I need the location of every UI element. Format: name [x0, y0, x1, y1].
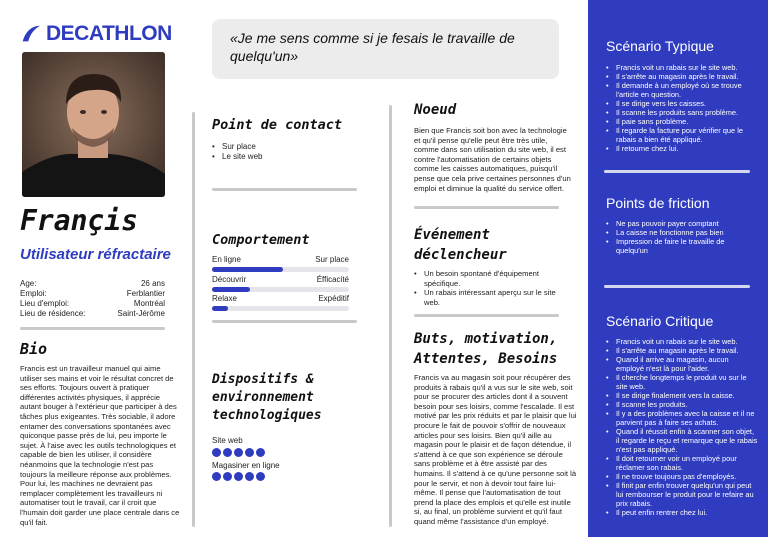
list-item: • Un rabais intéressant aperçu sur le site web. — [414, 288, 564, 307]
contact-title: Point de contact — [212, 117, 343, 133]
list-item: • Un besoin spontané d'équipement spécifique. — [414, 269, 564, 288]
column-divider — [389, 105, 392, 527]
scale-track — [212, 306, 349, 311]
typical-scenario-list — [606, 63, 758, 153]
friction-title: Points de friction — [606, 195, 710, 211]
rating-dot — [223, 472, 232, 481]
list-item: • Il scanne les produits. — [606, 400, 758, 409]
detail-workplace — [20, 299, 165, 309]
device-rating — [212, 472, 265, 481]
list-item: • Il doit retourner voir un employé pour réclamer son rabais. — [606, 454, 758, 472]
list-item: • Il scanne les produits sans problème. — [606, 108, 758, 117]
list-item: • Quand il réussit enfin à scanner son objet, il regarde le reçu et remarque que le rabais n'est pas appliqué. — [606, 427, 758, 454]
divider — [212, 320, 357, 323]
detail-age — [20, 279, 165, 289]
list-item: • Il ne trouve toujours pas d'employés. — [606, 472, 758, 481]
divider — [414, 206, 559, 209]
list-item: • Ne pas pouvoir payer comptant — [606, 219, 758, 228]
detail-value: Montréal — [133, 299, 165, 308]
list-item: • Francis voit un rabais sur le site web. — [606, 63, 758, 72]
rating-dot — [256, 472, 265, 481]
list-item: • Il cherche longtemps le produit vu sur le site web. — [606, 373, 758, 391]
list-item: • Le site web — [212, 152, 262, 162]
devices-title: Dispositifs & environnement technologiques — [212, 372, 322, 423]
scale-left-label: En ligne — [212, 255, 241, 264]
rating-dot — [245, 448, 254, 457]
device-label: Site web — [212, 436, 243, 445]
list-item: • Il y a des problèmes avec la caisse et il ne parvient pas à faire ses achats. — [606, 409, 758, 427]
scale-track — [212, 267, 349, 272]
scale-left-label: Découvrir — [212, 275, 247, 284]
detail-label: Emploi: — [20, 289, 47, 298]
divider — [20, 327, 165, 330]
detail-label: Lieu de résidence: — [20, 309, 86, 318]
trigger-list — [414, 269, 564, 307]
noeud-text: Bien que Francis soit bon avec la technologie et qu'il pense qu'elle peut être très utile, comme dans son utilisation du site web, il est contre l'automatisation de certains objets comme les caisses automatiques, puisqu'il pense que cela prive certaines personnes d'un emploi et diminue la qualité du service offert. — [414, 126, 571, 193]
rating-dot — [212, 472, 221, 481]
scale-right-label: Sur place — [315, 255, 349, 264]
list-item: • Impression de faire le travaille de quelqu'un — [606, 237, 758, 255]
typical-scenario-title: Scénario Typique — [606, 38, 714, 54]
noeud-title: Noeud — [414, 102, 457, 118]
rating-dot — [223, 448, 232, 457]
rating-dot — [212, 448, 221, 457]
list-item: • Francis voit un rabais sur le site web. — [606, 337, 758, 346]
list-item: • Sur place — [212, 142, 262, 152]
behavior-scale-relax — [212, 294, 349, 311]
list-item: • La caisse ne fonctionne pas bien — [606, 228, 758, 237]
goals-text: Francis va au magasin soit pour récupérer des produits à rabais qu'il a vus sur le site web, soit pour se procurer des articles dont il a souvent besoin pour ses loisirs, comme l'escalade. Il est motivé par les prix réduits et par le plaisir que lui procure le fait de pouvoir s'offrir de nouveaux articles pour ses loisirs. Bien qu'il aille au magasin pour le plaisir et de façon détendue, il s'attend à ce que son expérience se déroule sans problème et à être assisté par des humains. Il s'attend à ce qu'une personne soit là pour le servir, et non à devoir tout faire lui-même. Il pense que l'automatisation de tout prend la place des emplois et qu'elle est inutile si, au final, un problème survient et qu'il faut quand même l'assistance d'un employé. — [414, 373, 577, 526]
scale-right-label: Éfficacité — [316, 275, 349, 284]
goals-title: Buts, motivation, Attentes, Besoins — [414, 331, 558, 367]
decathlon-logo-icon — [20, 23, 42, 45]
list-item: • Quand il arrive au magasin, aucun employé n'est là pour l'aider. — [606, 355, 758, 373]
divider — [604, 285, 750, 288]
behavior-scale-online — [212, 255, 349, 272]
divider — [212, 188, 357, 191]
list-item: • Il se dirige finalement vers la caisse. — [606, 391, 758, 400]
detail-label: Age: — [20, 279, 37, 288]
detail-value: Ferblantier — [126, 289, 165, 298]
detail-job — [20, 289, 165, 299]
friction-list — [606, 219, 758, 255]
scale-left-label: Relaxe — [212, 294, 237, 303]
persona-photo — [22, 52, 165, 197]
list-item: • Il se dirige vers les caisses. — [606, 99, 758, 108]
persona-name: Françis — [20, 204, 139, 237]
contact-list — [212, 142, 262, 162]
detail-residence — [20, 309, 165, 319]
behavior-scale-discover — [212, 275, 349, 292]
detail-label: Lieu d'emploi: — [20, 299, 70, 308]
bio-title: Bio — [20, 340, 48, 358]
brand-logo — [20, 22, 172, 46]
scale-right-label: Expéditif — [318, 294, 349, 303]
divider — [414, 314, 559, 317]
list-item: • Il retourne chez lui. — [606, 144, 758, 153]
detail-value: 26 ans — [140, 279, 165, 288]
critical-scenario-list — [606, 337, 758, 517]
scale-track — [212, 287, 349, 292]
list-item: • Il demande à un employé où se trouve l'article en question. — [606, 81, 758, 99]
trigger-title: Événement déclencheur — [414, 227, 507, 263]
rating-dot — [245, 472, 254, 481]
scale-fill — [212, 306, 228, 311]
behavior-title: Comportement — [212, 232, 310, 248]
persona-quote: «Je me sens comme si je fesais le travaille de quelqu'un» — [212, 19, 559, 79]
list-item: • Il s'arrête au magasin après le travail. — [606, 346, 758, 355]
list-item: • Il regarde la facture pour vérifier que le rabais a bien été appliqué. — [606, 126, 758, 144]
detail-value: Saint-Jérôme — [117, 309, 165, 318]
divider — [604, 170, 750, 173]
critical-scenario-title: Scénario Critique — [606, 313, 714, 329]
device-rating — [212, 448, 265, 457]
scale-fill — [212, 287, 250, 292]
list-item: • Il peut enfin rentrer chez lui. — [606, 508, 758, 517]
persona-details — [20, 279, 165, 319]
scenario-panel — [588, 0, 768, 537]
rating-dot — [234, 472, 243, 481]
persona-role: Utilisateur réfractaire — [20, 246, 171, 263]
list-item: • Il s'arrête au magasin après le travail. — [606, 72, 758, 81]
bio-text: Francis est un travailleur manuel qui aime utiliser ses mains et voir le résultat concret de ses efforts. Toujours ouvert à pratiquer différentes activités physiques, il apprécie autant bouger à l'extérieur que participer à des tâches plus exigeantes. Très sociable, il adore entamer des conversations spontanées avec quiconque passe près de lui, peu importe le sujet. À l'aise avec les outils technologiques et capable de bien les utiliser, il considère néanmoins que la technologie n'est pas toujours la meilleure réponse aux problèmes. Pour lui, les machines ne devraient pas remplacer complètement les travailleurs ni automatiser tout le travail, car il croit que l'humain doit garder une place centrale dans ce qu'il fait. — [20, 364, 180, 527]
rating-dot — [234, 448, 243, 457]
column-divider — [192, 112, 195, 527]
scale-fill — [212, 267, 283, 272]
list-item: • Il finit par enfin trouver quelqu'un qui peut lui rembourser le produit pour le refaire au prix rabais. — [606, 481, 758, 508]
list-item: • Il paie sans problème. — [606, 117, 758, 126]
rating-dot — [256, 448, 265, 457]
logo-text: DECATHLON — [46, 22, 172, 45]
device-label: Magasiner en ligne — [212, 461, 280, 470]
